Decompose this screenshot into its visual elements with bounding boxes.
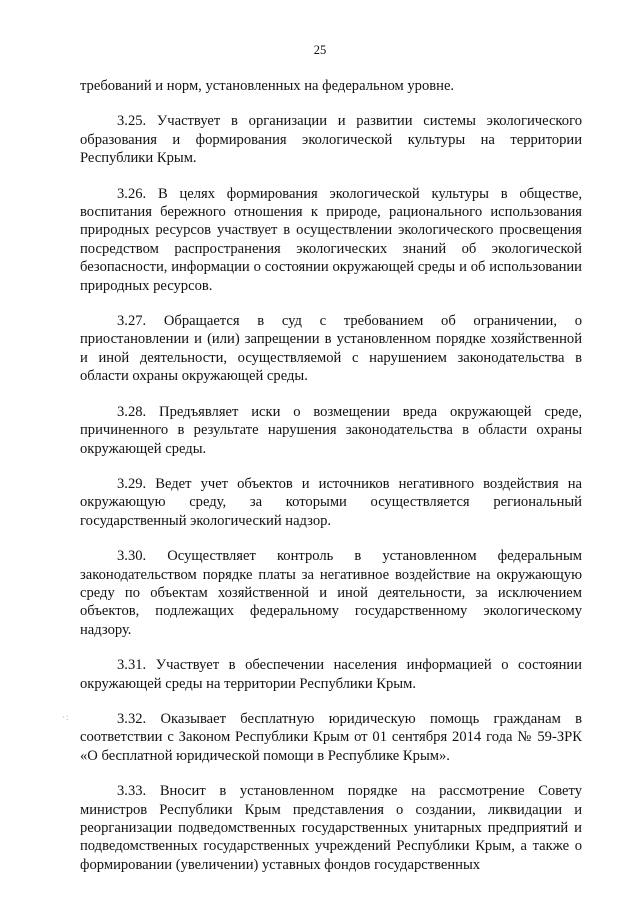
document-body [80,77,582,874]
paragraph-3-28: 3.28. Предъявляет иски о возмещении вреда окружающей среде, причиненного в результате нарушения законодательства в области охраны окружающей среды. [80,403,582,457]
paragraph-3-25: 3.25. Участвует в организации и развитии системы экологического образования и формирования экологической культуры на территории Республики Крым. [80,113,582,167]
paragraph-3-29: 3.29. Ведет учет объектов и источников негативного воздействия на окружающую среду, за которыми осуществляется региональный государственный экологический надзор. [80,475,582,529]
margin-scan-mark: ·: [62,712,70,722]
paragraph-3-32: 3.32. Оказывает бесплатную юридическую помощь гражданам в соответствии с Законом Республики Крым от 01 сентября 2014 года № 59-ЗРК «О бесплатной юридической помощи в Республике Крым». [80,710,582,764]
paragraph-3-26: 3.26. В целях формирования экологической культуры в обществе, воспитания бережного отношения к природе, рационального использования природных ресурсов участвует в осуществлении экологического просвещения посредством распространения экологических знаний об экологической безопасности, информации о состоянии окружающей среды и об использовании природных ресурсов. [80,185,582,294]
paragraph-continuation: требований и норм, установленных на федеральном уровне. [80,78,455,94]
paragraph-3-33: 3.33. Вносит в установленном порядке на рассмотрение Совету министров Республики Крым представления о создании, ликвидации и реорганизации подведомственных государственных унитарных предприятий и подведомственных государственных учреждений Республики Крым, а также о формировании (увеличении) уставных фондов государственных [80,783,582,873]
page-number: 25 [313,43,327,57]
paragraph-3-31: 3.31. Участвует в обеспечении населения информацией о состоянии окружающей среды на территории Республики Крым. [80,657,582,692]
paragraph-3-27: 3.27. Обращается в суд с требованием об ограничении, о приостановлении и (или) запрещении в установленном порядке хозяйственной и иной деятельности, осуществляемой с нарушением законодательства в области охраны окружающей среды. [80,313,582,385]
paragraph-3-30: 3.30. Осуществляет контроль в установленном федеральным законодательством порядке платы за негативное воздействие на окружающую среду по объектам хозяйственной и иной деятельности, за исключением объектов, подлежащих федеральному государственному экологическому надзору. [80,548,582,638]
